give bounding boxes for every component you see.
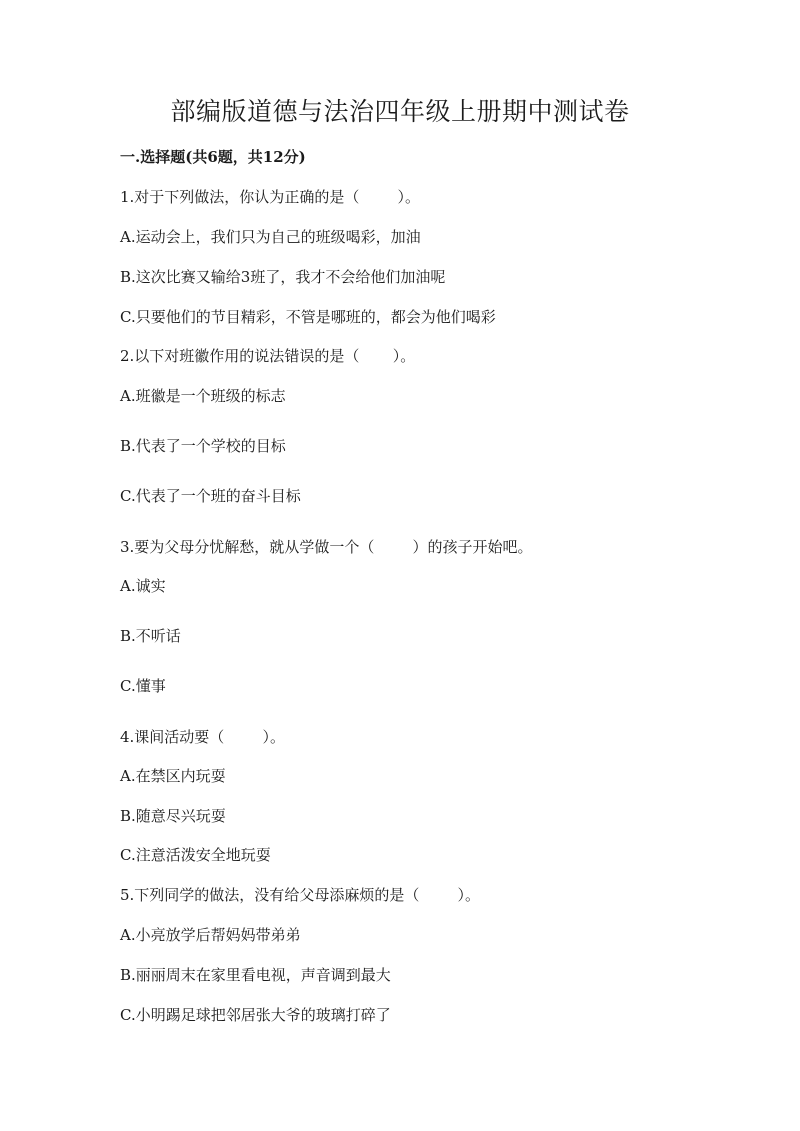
question-3-option-a: A.诚实	[120, 577, 166, 595]
question-4-stem: 4.课间活动要（ ）。	[120, 728, 285, 746]
question-2-option-c: C.代表了一个班的奋斗目标	[120, 487, 301, 505]
question-2-option-a: A.班徽是一个班级的标志	[120, 387, 286, 405]
question-3-option-b: B.不听话	[120, 627, 181, 645]
question-5-stem: 5.下列同学的做法，没有给父母添麻烦的是（ ）。	[120, 886, 480, 904]
section-heading: 一.选择题(共6题，共12分)	[120, 148, 306, 166]
question-3-stem: 3.要为父母分忧解愁，就从学做一个（ ）的孩子开始吧。	[120, 538, 533, 556]
question-1-option-a: A.运动会上，我们只为自己的班级喝彩，加油	[120, 228, 421, 246]
question-1-stem: 1.对于下列做法，你认为正确的是（ ）。	[120, 188, 420, 206]
question-1-option-b: B.这次比赛又输给3班了，我才不会给他们加油呢	[120, 268, 446, 286]
question-4-option-c: C.注意活泼安全地玩耍	[120, 846, 271, 864]
question-5-option-c: C.小明踢足球把邻居张大爷的玻璃打碎了	[120, 1006, 391, 1024]
question-2-stem: 2.以下对班徽作用的说法错误的是（ ）。	[120, 347, 416, 365]
question-3-option-c: C.懂事	[120, 677, 166, 695]
question-5-option-b: B.丽丽周末在家里看电视，声音调到最大	[120, 966, 391, 984]
page-title: 部编版道德与法治四年级上册期中测试卷	[170, 97, 630, 126]
question-1-option-c: C.只要他们的节目精彩，不管是哪班的，都会为他们喝彩	[120, 308, 496, 326]
question-2-option-b: B.代表了一个学校的目标	[120, 437, 286, 455]
question-4-option-a: A.在禁区内玩耍	[120, 767, 226, 785]
question-5-option-a: A.小亮放学后帮妈妈带弟弟	[120, 926, 301, 944]
question-4-option-b: B.随意尽兴玩耍	[120, 807, 226, 825]
